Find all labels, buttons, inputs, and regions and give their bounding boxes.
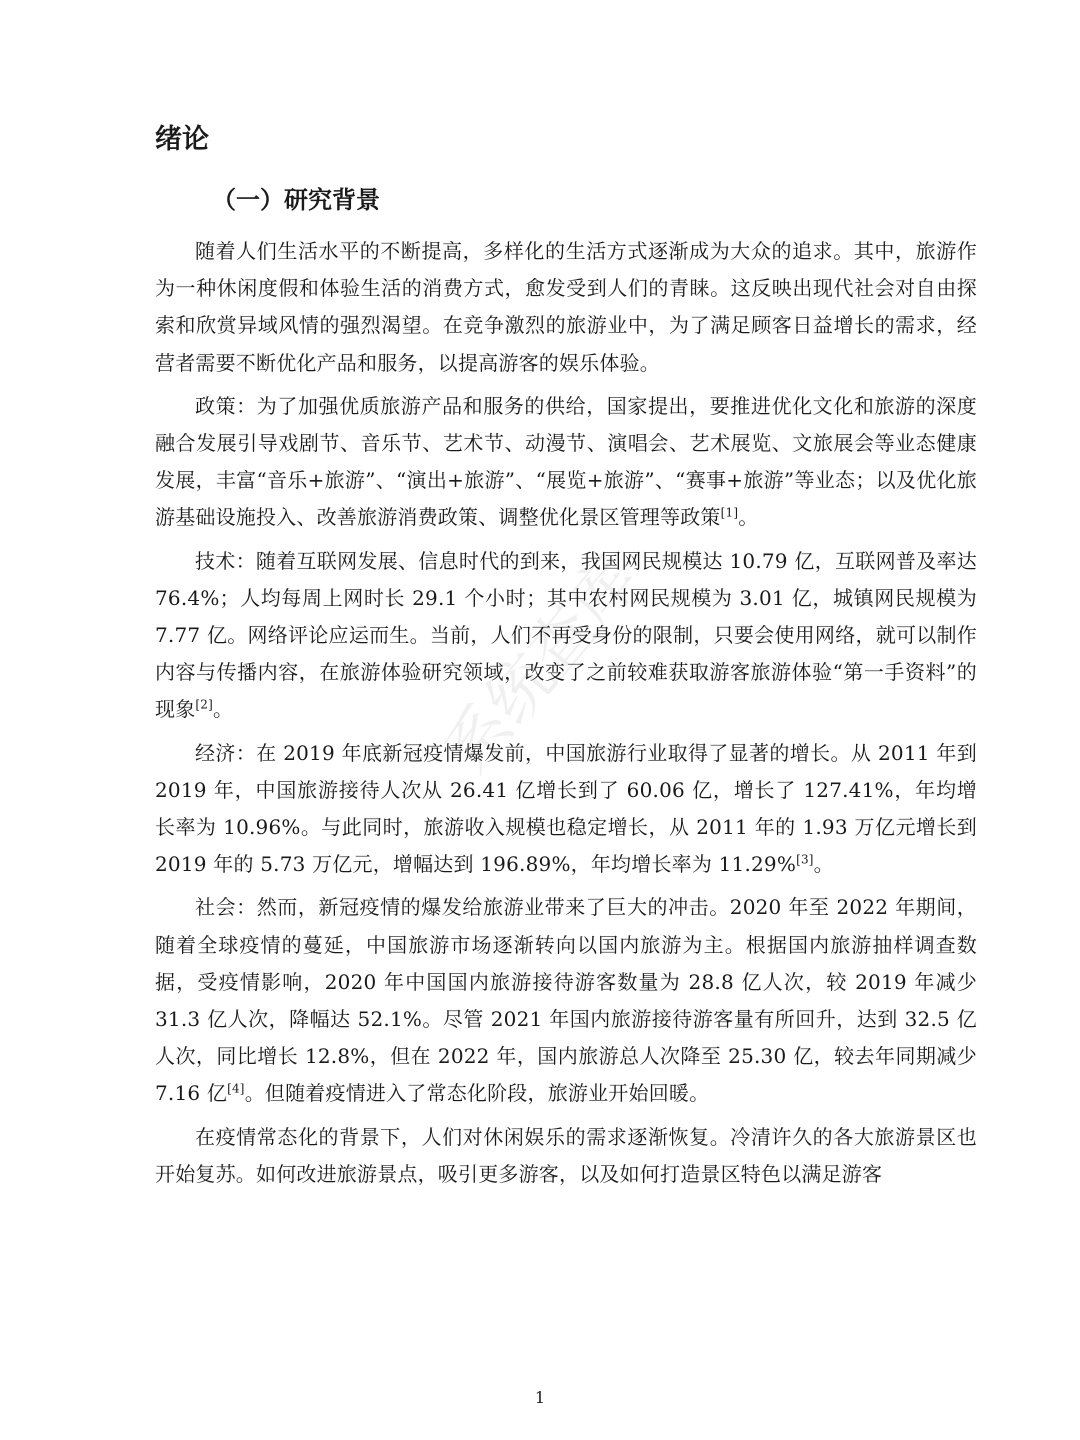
page-number: 1 xyxy=(534,1388,546,1407)
watermark: 系统查库 xyxy=(431,543,653,788)
citation-ref: [4] xyxy=(227,1081,245,1096)
citation-ref: [2] xyxy=(195,697,214,712)
section-title: （一）研究背景 xyxy=(212,186,380,214)
paragraph-intro: 随着人们生活水平的不断提高，多样化的生活方式逐渐成为大众的追求。其中，旅游作为一种休闲度假和体验生活的消费方式，愈发受到人们的青睐。这反映出现代社会对自由探索和欣赏异域风情的强烈渴望。在竞争激烈的旅游业中，为了满足顾客日益增长的需求，经营者需要不断优化产品和服务，以提高游客的娱乐体验。 xyxy=(155,239,977,375)
body-text xyxy=(155,233,977,1199)
paragraph-economy: 经济：在 2019 年底新冠疫情爆发前，中国旅游行业取得了显著的增长。从 2011 年到 2019 年，中国旅游接待人次从 26.41 亿增长到了 60.06 亿，增长了 127.41%，年均增长率为 10.96%。与此同时，旅游收入规模也稳定增长，从 2011 年的 1.93 万亿元增长到 2019 年的 5.73 万亿元，增幅达到 196.89%，年均增长率为 11.29%[3]。 xyxy=(155,740,977,877)
chapter-title: 绪论 xyxy=(155,124,209,155)
citation-ref: [3] xyxy=(796,852,814,867)
paragraph-normalization: 在疫情常态化的背景下，人们对休闲娱乐的需求逐渐恢复。冷清许久的各大旅游景区也开始复苏。如何改进旅游景点，吸引更多游客，以及如何打造景区特色以满足游客 xyxy=(155,1124,977,1186)
paragraph-society: 社会：然而，新冠疫情的爆发给旅游业带来了巨大的冲击。2020 年至 2022 年期间，随着全球疫情的蔓延，中国旅游市场逐渐转向以国内旅游为主。根据国内旅游抽样调查数据，受疫情影响，2020 年中国国内旅游接待游客数量为 28.8 亿人次，较 2019 年减少 31.3 亿人次，降幅达 52.1%。尽管 2021 年国内旅游接待游客量有所回升，达到 32.5 亿人次，同比增长 12.8%，但在 2022 年，国内旅游总人次降至 25.30 亿，较去年同期减少 7.16 亿[4]。但随着疫情进入了常态化阶段，旅游业开始回暖。 xyxy=(155,895,977,1106)
paragraph-technology: 技术：随着互联网发展、信息时代的到来，我国网民规模达 10.79 亿，互联网普及率达 76.4%；人均每周上网时长 29.1 个小时；其中农村网民规模为 3.01 亿，城镇网民规模为 7.77 亿。网络评论应运而生。当前，人们不再受身份的限制，只要会使用网络，就可以制作内容与传播内容，在旅游体验研究领域，改变了之前较难获取游客旅游体验“第一手资料”的现象[2]。 xyxy=(155,548,977,722)
paragraph-policy: 政策：为了加强优质旅游产品和服务的供给，国家提出，要推进优化文化和旅游的深度融合发展引导戏剧节、音乐节、艺术节、动漫节、演唱会、艺术展览、文旅展会等业态健康发展，丰富“音乐+旅游”、“演出+旅游”、“展览+旅游”、“赛事+旅游”等业态；以及优化旅游基础设施投入、改善旅游消费政策、调整优化景区管理等政策[1]。 xyxy=(155,393,977,530)
citation-ref: [1] xyxy=(720,505,739,520)
